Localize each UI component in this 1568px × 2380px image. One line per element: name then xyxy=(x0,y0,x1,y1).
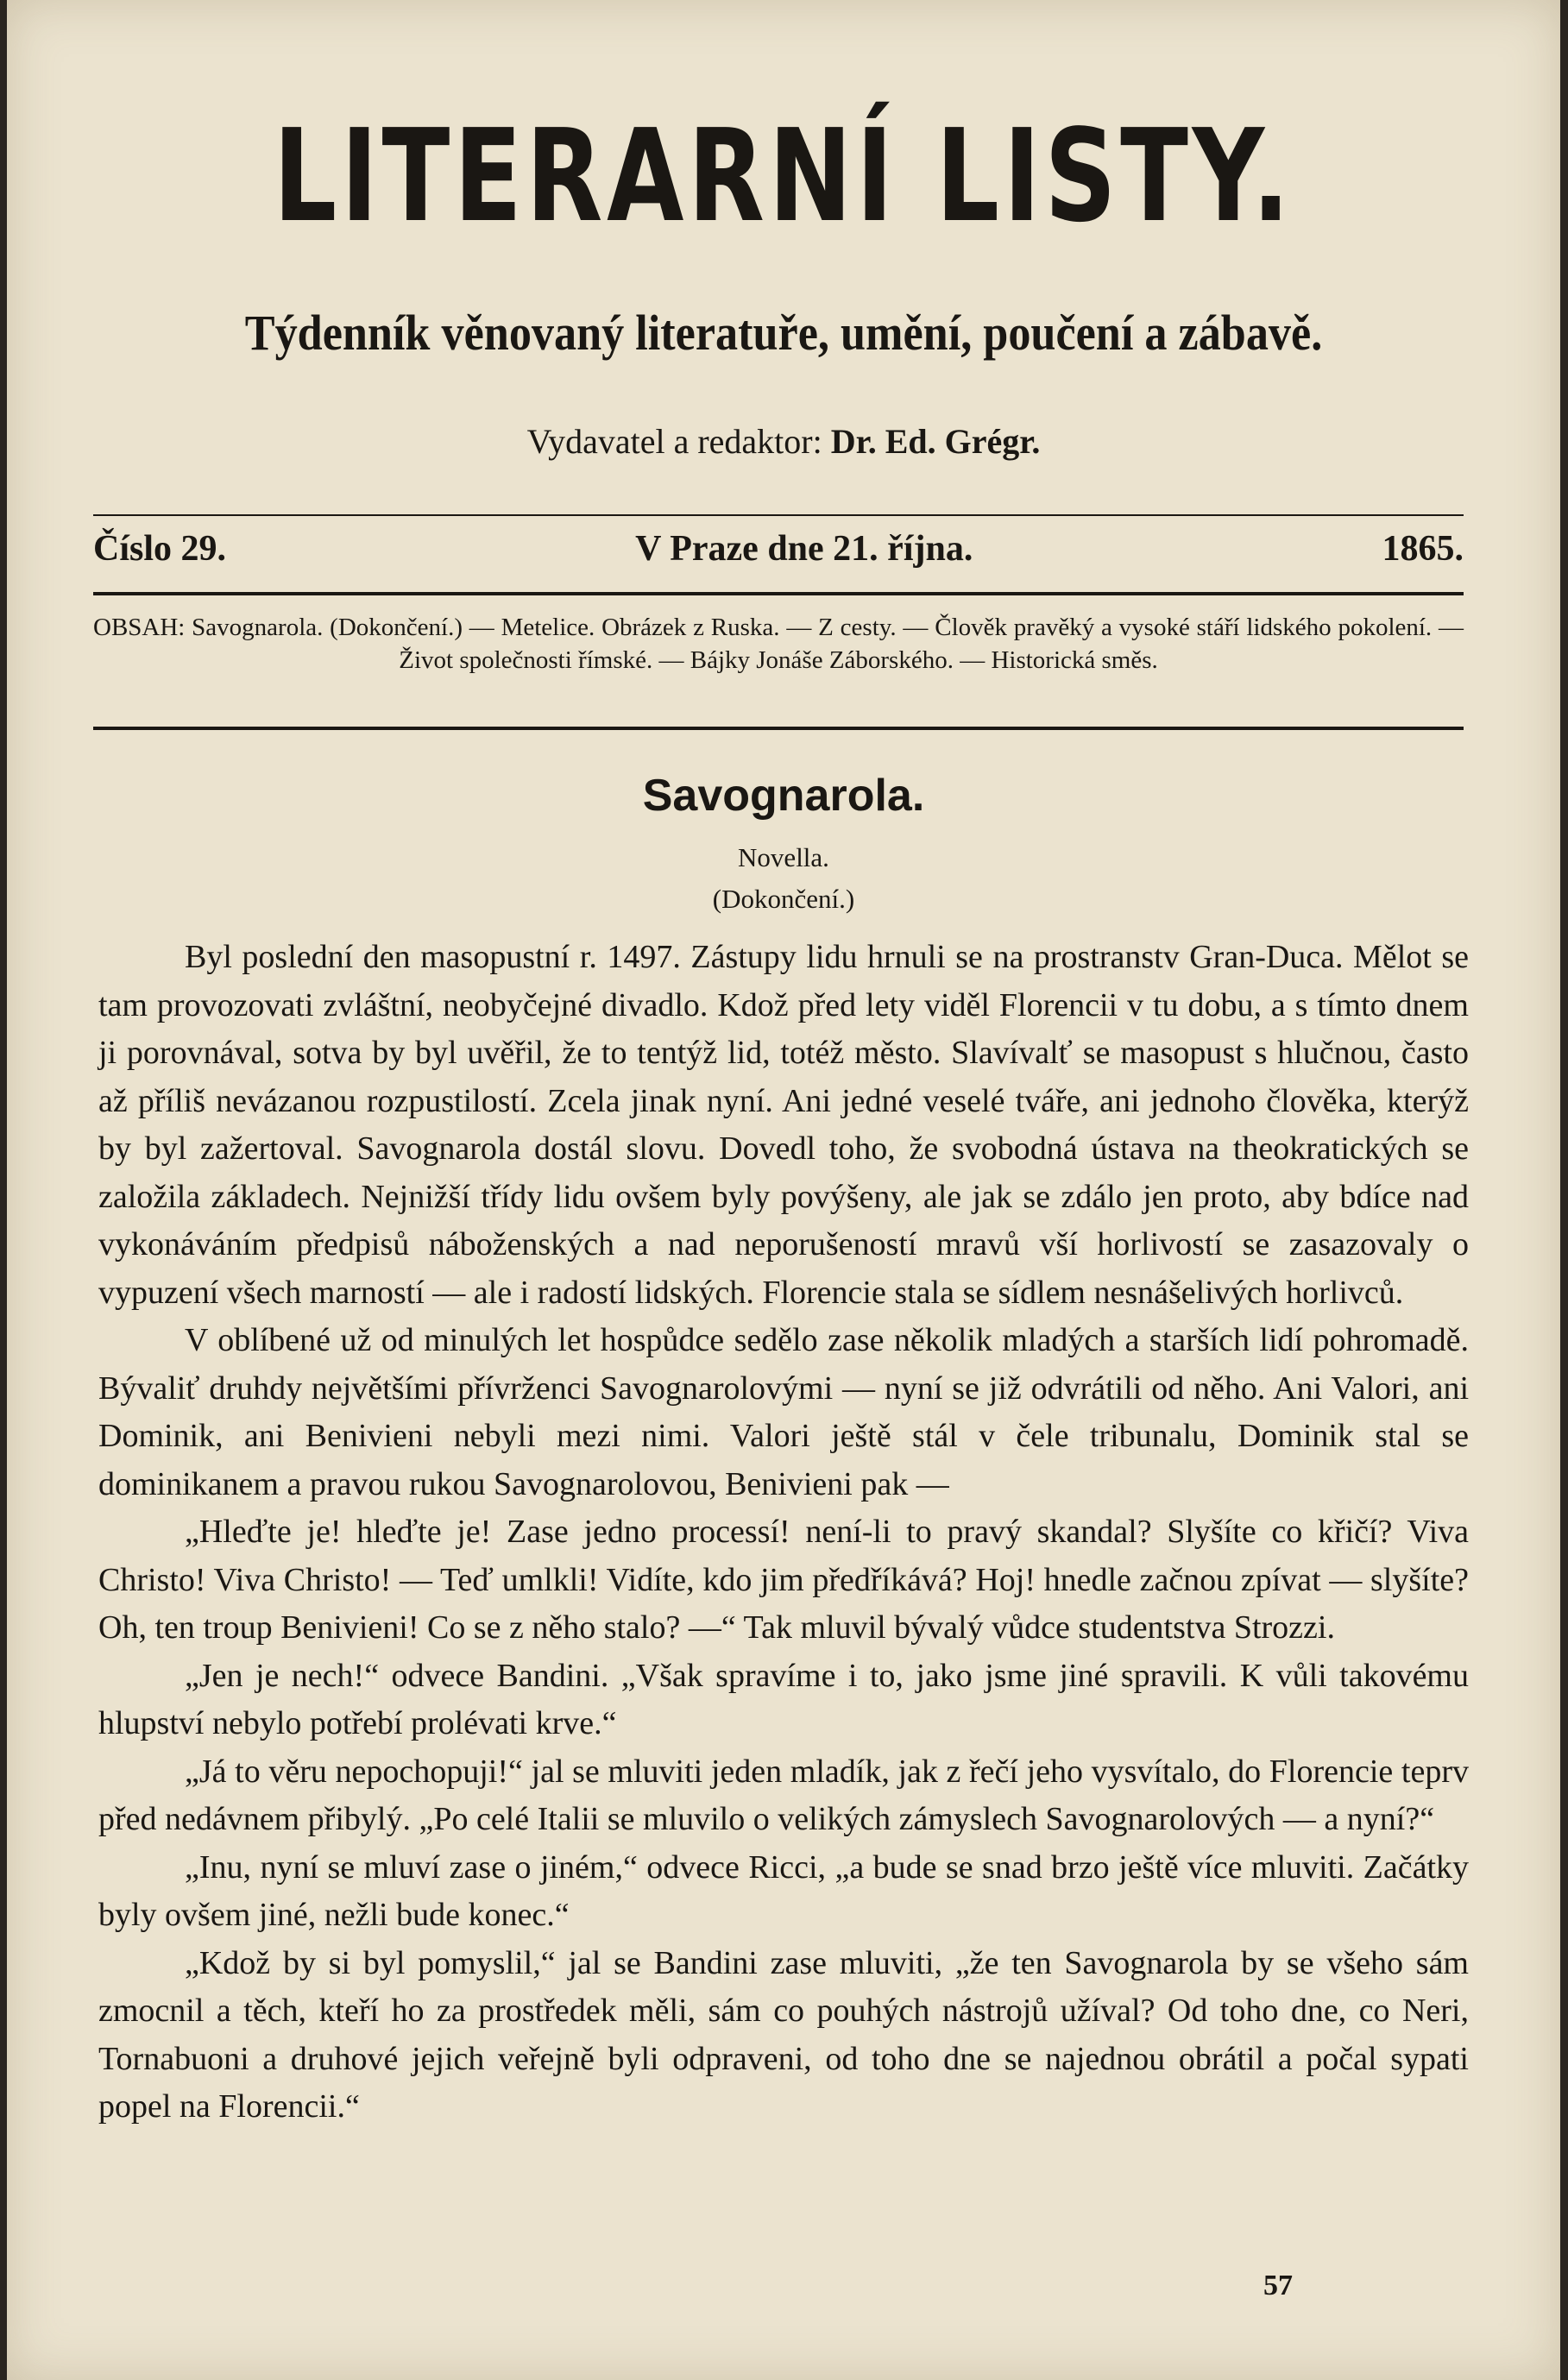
masthead-subtitle: Týdenník věnovaný literatuře, umění, poučení a zábavě. xyxy=(244,305,1323,361)
publisher-name: Dr. Ed. Grégr. xyxy=(830,422,1041,461)
issue-date: V Praze dne 21. října. xyxy=(635,529,973,569)
paragraph: „Kdož by si byl pomyslil,“ jal se Bandini zase mluviti, „že ten Savognarola by se všeho sám zmocnil a těch, kteří ho za prostředek měli, sám co pouhých nástrojů užíval? Od toho dne, co Neri, Tornabuoni a druhové jejich veřejně byli odpraveni, od toho dne se najednou obrátil a počal sypati popel na Florencii.“ xyxy=(98,1944,1469,2125)
page-number: 57 xyxy=(1263,2270,1293,2301)
divider-top xyxy=(93,514,1464,516)
publisher-label: Vydavatel a redaktor: xyxy=(526,422,822,461)
paragraph: V oblíbené už od minulých let hospůdce sedělo zase několik mladých a starších lidí pohromadě. Bývaliť druhdy největšími přívrženci Savognarolovými — nyní se již odvrátili od něho. Ani Valori, ani Dominik, ani Benivieni nebyli mezi nimi. Valori ještě stál v čele tribunalu, Dominik stal se dominikanem a pravou rukou Savognarolovou, Benivieni pak — xyxy=(98,1322,1469,1502)
article-title: Savognarola. xyxy=(642,771,925,821)
divider-issue xyxy=(93,592,1464,595)
article-body xyxy=(98,934,1469,2131)
newspaper-page xyxy=(7,0,1560,2380)
table-of-contents: OBSAH: Savognarola. (Dokončení.) — Metelice. Obrázek z Ruska. — Z cesty. — Člověk pravěký a vysoké stáří lidského pokolení. — Život společnosti římské. — Bájky Jonáše Záborského. — Historická směs. xyxy=(93,614,1464,674)
paragraph: Byl poslední den masopustní r. 1497. Zástupy lidu hrnuli se na prostranstv Gran-Duca. Mělot se tam provozovati zvláštní, neobyčejné divadlo. Kdož před lety viděl Florencii v tu dobu, a s tímto dnem ji porovnával, sotva by byl uvěřil, že to tentýž lid, totéž město. Slavívalť se masopust s hlučnou, často až příliš nevázanou rozpustilostí. Zcela jinak nyní. Ani jedné veselé tváře, ani jednoho člověka, kterýž by byl zažertoval. Savognarola dostál slovu. Dovedl toho, že svobodná ústava na theokratických se založila základech. Nejnižší třídy lidu ovšem byly povýšeny, ale jak se zdálo jen proto, aby bdíce nad vykonáváním předpisů náboženských a nad neporušeností mravů vší horlivostí se zasazovaly o vypuzení všech marností — ale i radostí lidských. Florencie stala se sídlem nesnášelivých horlivců. xyxy=(98,939,1469,1311)
article-continuation: (Dokončení.) xyxy=(712,884,855,914)
paragraph: „Hleďte je! hleďte je! Zase jedno processí! není-li to pravý skandal? Slyšíte co křičí? Viva Christo! Viva Christo! — Teď umlkli! Vidíte, kdo jim předříkává? Hoj! hnedle začnou zpívat — slyšíte? Oh, ten troup Benivieni! Co se z něho stalo? —“ Tak mluvil bývalý vůdce studentstva Strozzi. xyxy=(98,1514,1469,1646)
masthead-title: LITERARNÍ LISTY. xyxy=(273,102,1294,250)
paragraph: „Inu, nyní se mluví zase o jiném,“ odvece Ricci, „a bude se snad brzo ještě více mluviti. Začátky byly ovšem jiné, nežli bude konec.“ xyxy=(98,1848,1469,1933)
article-genre: Novella. xyxy=(738,842,829,872)
paragraph: „Jen je nech!“ odvece Bandini. „Však spravíme i to, jako jsme jiné spravili. K vůli takovému hlupství nebylo potřebí prolévati krve.“ xyxy=(98,1657,1469,1741)
issue-year: 1865. xyxy=(1382,529,1464,569)
paragraph: „Já to věru nepochopuji!“ jal se mluviti jeden mladík, jak z řečí jeho vysvítalo, do Florencie teprv před nedávnem přibylý. „Po celé Italii se mluvilo o velikých zámyslech Savognarolových — a nyní?“ xyxy=(98,1753,1469,1837)
issue-line xyxy=(93,528,1464,570)
divider-contents xyxy=(93,727,1464,730)
publisher-line xyxy=(7,421,1560,462)
issue-number: Číslo 29. xyxy=(93,529,227,569)
